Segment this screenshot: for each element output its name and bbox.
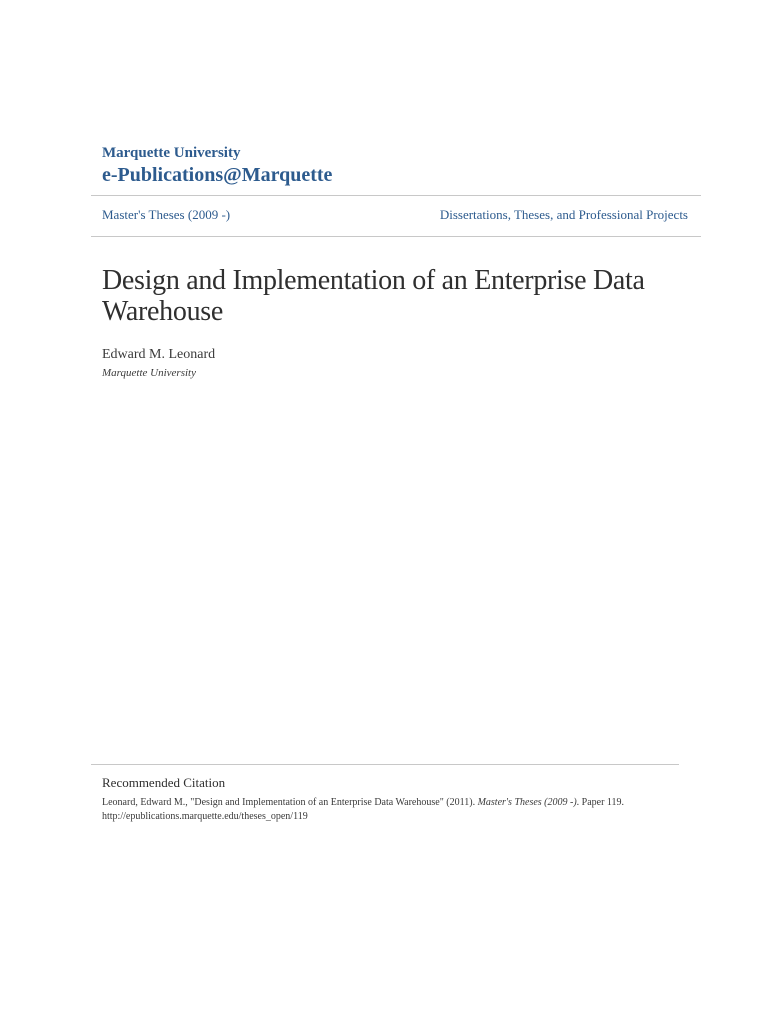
citation-text — [102, 796, 702, 824]
repository-link[interactable]: e-Publications@Marquette — [102, 164, 333, 186]
collection-link-dissertations[interactable]: Dissertations, Theses, and Professional Projects — [439, 207, 688, 222]
citation-heading: Recommended Citation — [102, 775, 226, 790]
document-title: Design and Implementation of an Enterprise Data Warehouse — [102, 265, 645, 327]
collection-link-masters-theses[interactable]: Master's Theses (2009 -) — [102, 207, 231, 222]
citation-part2: . Paper 119. — [576, 797, 625, 808]
citation-divider — [91, 764, 679, 765]
citation-url[interactable]: http://epublications.marquette.edu/theses_open/119 — [102, 811, 308, 822]
citation-series: Master's Theses (2009 -) — [477, 797, 577, 808]
top-divider — [91, 195, 701, 196]
university-link[interactable]: Marquette University — [102, 145, 241, 161]
author-affiliation: Marquette University — [102, 367, 196, 379]
citation-part1: Leonard, Edward M., "Design and Implementation of an Enterprise Data Warehouse" (2011). — [102, 797, 478, 808]
collections-divider — [91, 236, 701, 237]
repository-header — [102, 143, 332, 187]
author-name: Edward M. Leonard — [102, 347, 216, 362]
